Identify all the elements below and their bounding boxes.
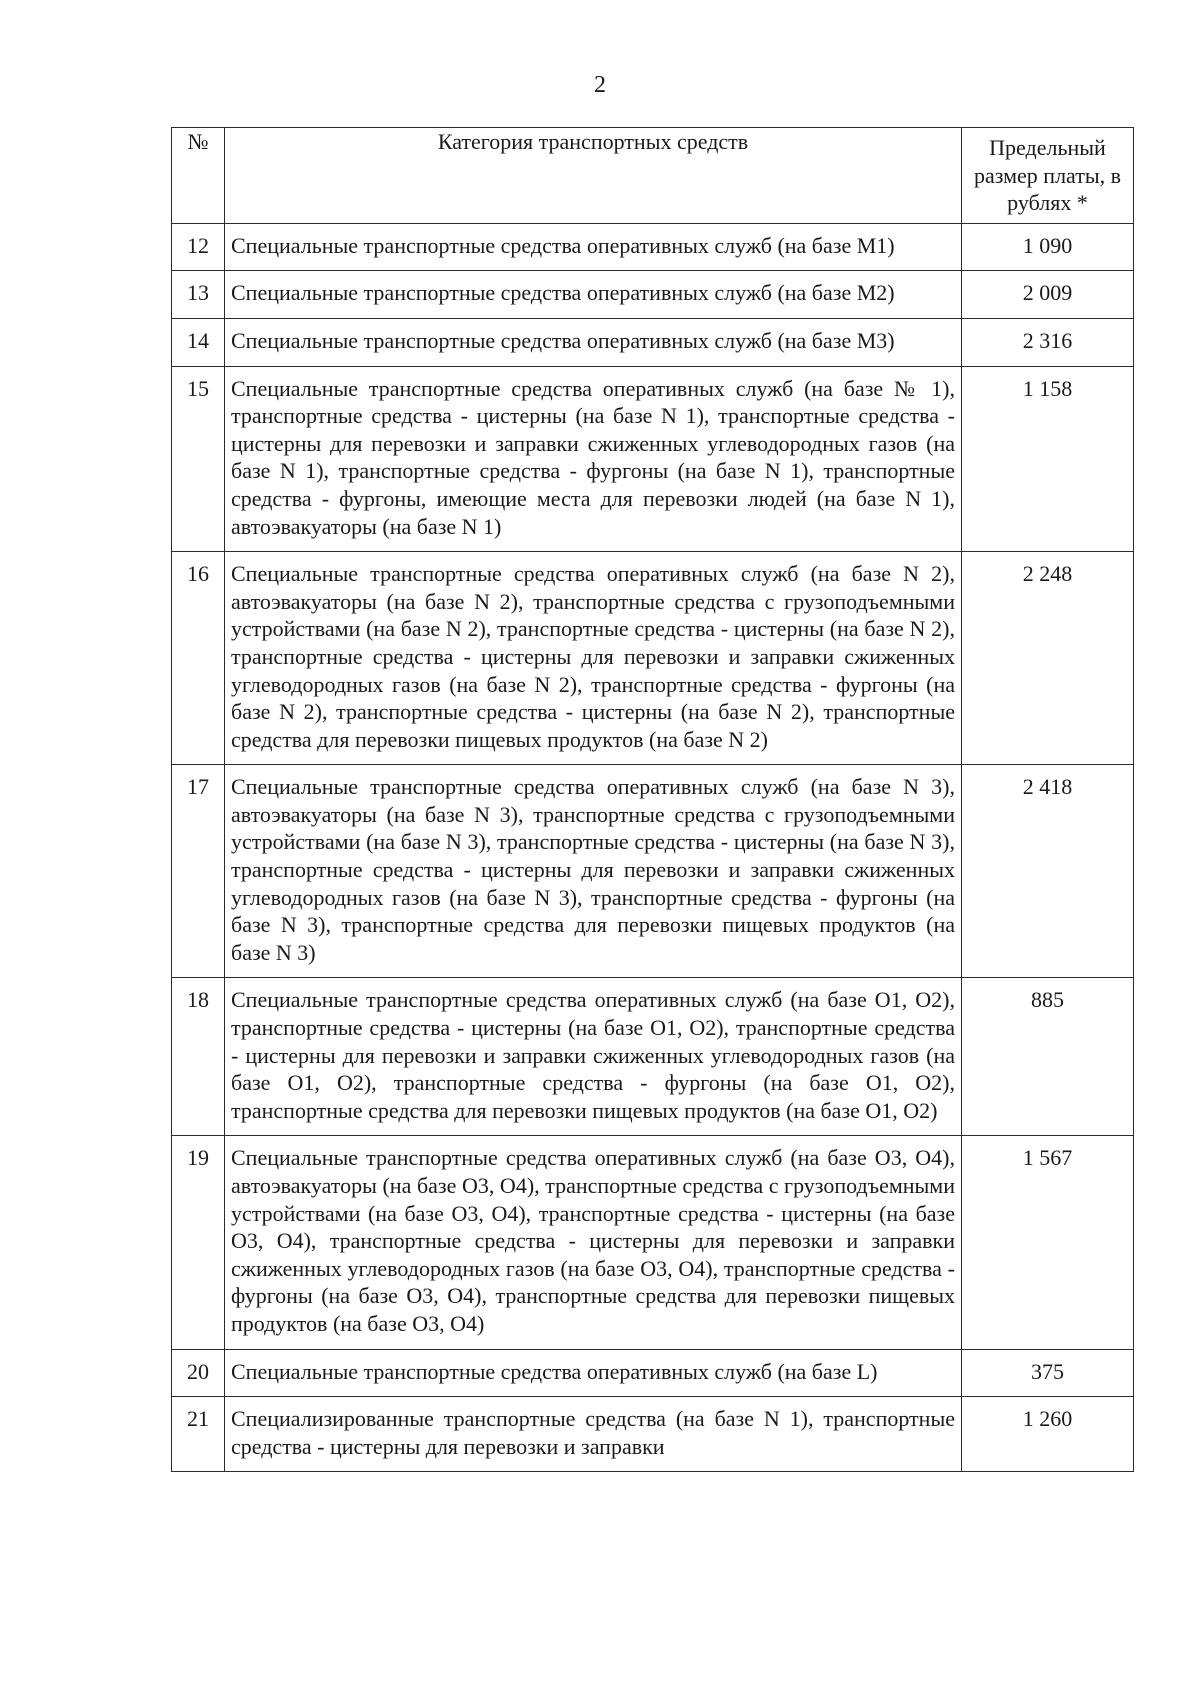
table-row (172, 552, 1134, 765)
table-row (172, 366, 1134, 552)
row-number: 15 (172, 366, 225, 552)
row-fee: 1 158 (962, 366, 1134, 552)
row-fee: 2 316 (962, 318, 1134, 366)
row-category: Специальные транспортные средства оперативных служб (на базе M2) (225, 271, 962, 319)
row-fee: 2 248 (962, 552, 1134, 765)
row-category: Специализированные транспортные средства (на базе N 1), транспортные средства - цистерны для перевозки и заправки (225, 1397, 962, 1472)
table-row (172, 1136, 1134, 1349)
row-category: Специальные транспортные средства оперативных служб (на базе M1) (225, 223, 962, 271)
table-row (172, 1349, 1134, 1397)
header-fee: Предельный размер платы, в рублях * (962, 128, 1134, 224)
row-fee: 375 (962, 1349, 1134, 1397)
row-category: Специальные транспортные средства оперативных служб (на базе L) (225, 1349, 962, 1397)
row-category: Специальные транспортные средства оперативных служб (на базе N 3), автоэвакуаторы (на базе N 3), транспортные средства с грузоподъемными устройствами (на базе N 3), транспортные средства - цистерны (на базе N 3), транспортные средства - цистерны для перевозки и заправки сжиженных углеводородных газов (на базе N 3), транспортные средства - фургоны (на базе N 3), транспортные средства для перевозки пищевых продуктов (на базе N 3) (225, 765, 962, 978)
table-row (172, 271, 1134, 319)
table-row (172, 765, 1134, 978)
fee-table (171, 127, 1134, 1472)
row-category: Специальные транспортные средства оперативных служб (на базе O1, O2), транспортные средства - цистерны (на базе O1, O2), транспортные средства - цистерны для перевозки и заправки сжиженных углеводородных газов (на базе O1, O2), транспортные средства - фургоны (на базе O1, O2), транспортные средства для перевозки пищевых продуктов (на базе O1, O2) (225, 978, 962, 1136)
table-row (172, 223, 1134, 271)
row-fee: 1 090 (962, 223, 1134, 271)
row-fee: 1 260 (962, 1397, 1134, 1472)
row-fee: 2 009 (962, 271, 1134, 319)
row-fee: 1 567 (962, 1136, 1134, 1349)
row-number: 17 (172, 765, 225, 978)
row-number: 14 (172, 318, 225, 366)
table-row (172, 318, 1134, 366)
row-number: 12 (172, 223, 225, 271)
row-category: Специальные транспортные средства оперативных служб (на базе M3) (225, 318, 962, 366)
row-number: 21 (172, 1397, 225, 1472)
row-fee: 885 (962, 978, 1134, 1136)
header-number: № (172, 128, 225, 224)
header-category: Категория транспортных средств (225, 128, 962, 224)
row-number: 13 (172, 271, 225, 319)
row-number: 20 (172, 1349, 225, 1397)
row-category: Специальные транспортные средства оперативных служб (на базе O3, O4), автоэвакуаторы (на базе O3, O4), транспортные средства с грузоподъемными устройствами (на базе O3, O4), транспортные средства - цистерны (на базе O3, O4), транспортные средства - цистерны для перевозки и заправки сжиженных углеводородных газов (на базе O3, O4), транспортные средства - фургоны (на базе O3, O4), транспортные средства для перевозки пищевых продуктов (на базе O3, O4) (225, 1136, 962, 1349)
row-number: 18 (172, 978, 225, 1136)
row-fee: 2 418 (962, 765, 1134, 978)
page-number: 2 (594, 72, 606, 98)
row-category: Специальные транспортные средства оперативных служб (на базе N 2), автоэвакуаторы (на базе N 2), транспортные средства с грузоподъемными устройствами (на базе N 2), транспортные средства - цистерны (на базе N 2), транспортные средства - цистерны для перевозки и заправки сжиженных углеводородных газов (на базе N 2), транспортные средства - фургоны (на базе N 2), транспортные средства - цистерны (на базе N 2), транспортные средства для перевозки пищевых продуктов (на базе N 2) (225, 552, 962, 765)
table-header-row (172, 128, 1134, 224)
row-number: 16 (172, 552, 225, 765)
row-number: 19 (172, 1136, 225, 1349)
table-row (172, 1397, 1134, 1472)
table-row (172, 978, 1134, 1136)
row-category: Специальные транспортные средства оперативных служб (на базе № 1), транспортные средства - цистерны (на базе N 1), транспортные средства - цистерны для перевозки и заправки сжиженных углеводородных газов (на базе N 1), транспортные средства - фургоны (на базе N 1), транспортные средства - фургоны, имеющие места для перевозки людей (на базе N 1), автоэвакуаторы (на базе N 1) (225, 366, 962, 552)
